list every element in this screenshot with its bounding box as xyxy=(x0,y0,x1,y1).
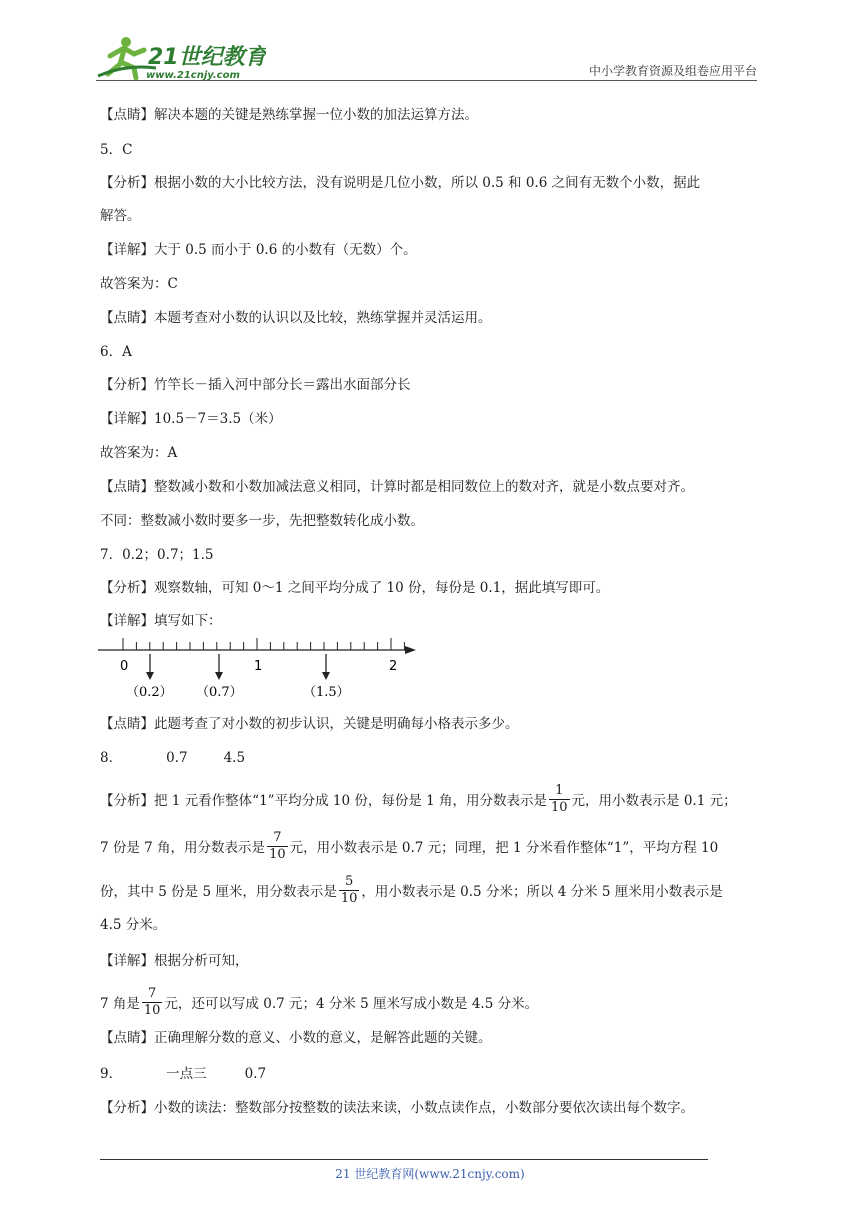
axis-label-1: 1 xyxy=(254,659,263,674)
text-segment: 【分析】把 1 元看作整体“1”平均分成 10 份，每份是 1 角，用分数表示是 xyxy=(100,793,547,809)
text-line xyxy=(100,876,723,909)
text-line: 【点睛】整数减小数和小数加减法意义相同，计算时都是相同数位上的数对齐，就是小数点要对齐。 xyxy=(100,479,694,495)
question-number: 6．A xyxy=(100,344,132,360)
numerator: 7 xyxy=(148,986,157,1001)
text-line: 故答案为：C xyxy=(100,276,178,292)
footer-divider xyxy=(100,1159,708,1160)
fraction xyxy=(142,986,163,1019)
text-line: 【点睛】正确理解分数的意义、小数的意义，是解答此题的关键。 xyxy=(100,1030,492,1046)
text-segment: ，用小数表示是 0.5 分米；所以 4 分米 5 厘米用小数表示是 xyxy=(361,884,723,900)
text-segment: 7 角是 xyxy=(100,996,140,1012)
question-number: 9． xyxy=(100,1066,123,1082)
logo-url: www.21cnjy.com xyxy=(146,70,240,81)
arrow-down-icon xyxy=(215,654,223,680)
answer-label: （0.2） xyxy=(126,685,173,700)
text-line: 不同：整数减小数时要多一步，先把整数转化成小数。 xyxy=(100,513,424,529)
text-line: 【点睛】此题考查了对小数的初步认识，关键是明确每小格表示多少。 xyxy=(100,716,519,732)
question-number: 7．0.2；0.7；1.5 xyxy=(100,547,214,563)
numerator: 7 xyxy=(273,830,282,845)
platform-name: 中小学教育资源及组卷应用平台 xyxy=(588,64,757,78)
text-segment: 元，用小数表示是 0.1 元； xyxy=(571,793,737,809)
question-number xyxy=(100,748,245,768)
answer-label: （1.5） xyxy=(303,685,350,700)
question-number: 5．C xyxy=(100,142,133,158)
footer-link[interactable]: 21 世纪教育网(www.21cnjy.com) xyxy=(335,1167,525,1181)
answer-blank: 0.7 xyxy=(244,1066,267,1082)
text-line: 【分析】根据小数的大小比较方法，没有说明是几位小数，所以 0.5 和 0.6 之间有无数个小数，据此 xyxy=(100,175,701,191)
text-segment: 元，还可以写成 0.7 元；4 分米 5 厘米写成小数是 4.5 分米。 xyxy=(164,996,539,1012)
question-number: 8． xyxy=(100,750,123,766)
axis-label-0: 0 xyxy=(120,659,129,674)
text-segment: 份，其中 5 份是 5 厘米，用分数表示是 xyxy=(100,884,337,900)
text-line: 【详解】填写如下： xyxy=(100,613,222,629)
logo-text: 21世纪教育 xyxy=(148,45,266,70)
answer-label: （0.7） xyxy=(196,685,243,700)
text-line: 【分析】小数的读法：整数部分按整数的读法来读，小数点读作点，小数部分要依次读出每个数字。 xyxy=(100,1100,694,1116)
text-line xyxy=(100,832,718,865)
text-line xyxy=(100,988,538,1021)
numerator: 5 xyxy=(344,874,354,889)
header-divider xyxy=(96,80,757,81)
arrow-down-icon xyxy=(322,654,330,680)
fraction xyxy=(549,783,570,816)
text-line: 【详解】10.5－7＝3.5（米） xyxy=(100,411,282,427)
fraction xyxy=(339,874,360,907)
text-line xyxy=(100,785,737,818)
text-line: 【点睛】本题考查对小数的认识以及比较，熟练掌握并灵活运用。 xyxy=(100,310,492,326)
denominator: 10 xyxy=(269,847,286,862)
denominator: 10 xyxy=(143,1003,161,1018)
text-line: 故答案为：A xyxy=(100,445,178,461)
answer-blank: 0.7 xyxy=(166,750,188,766)
question-number xyxy=(100,1064,266,1084)
number-line xyxy=(96,632,426,711)
axis-label-2: 2 xyxy=(389,659,398,674)
text-line: 【详解】大于 0.5 而小于 0.6 的小数有（无数）个。 xyxy=(100,242,417,258)
fraction xyxy=(267,830,288,863)
site-logo xyxy=(96,34,266,82)
text-segment: 元，用小数表示是 0.7 元；同理，把 1 分米看作整体“1”，平均方程 10 xyxy=(289,840,719,856)
numerator: 1 xyxy=(555,783,564,798)
denominator: 10 xyxy=(551,800,568,815)
denominator: 10 xyxy=(340,891,358,906)
arrow-down-icon xyxy=(146,654,154,680)
text-line: 4.5 分米。 xyxy=(100,917,167,933)
text-line: 解答。 xyxy=(100,208,141,224)
text-line: 【点睛】解决本题的关键是熟练掌握一位小数的加法运算方法。 xyxy=(100,107,478,123)
text-segment: 7 份是 7 角，用分数表示是 xyxy=(100,840,266,856)
text-line: 【详解】根据分析可知， xyxy=(100,953,249,969)
answer-blank: 4.5 xyxy=(223,750,246,766)
text-line: 【分析】观察数轴，可知 0～1 之间平均分成了 10 份，每份是 0.1，据此填写即可。 xyxy=(100,580,610,596)
answer-blank: 一点三 xyxy=(166,1066,207,1082)
text-line: 【分析】竹竿长－插入河中部分长＝露出水面部分长 xyxy=(100,377,411,393)
